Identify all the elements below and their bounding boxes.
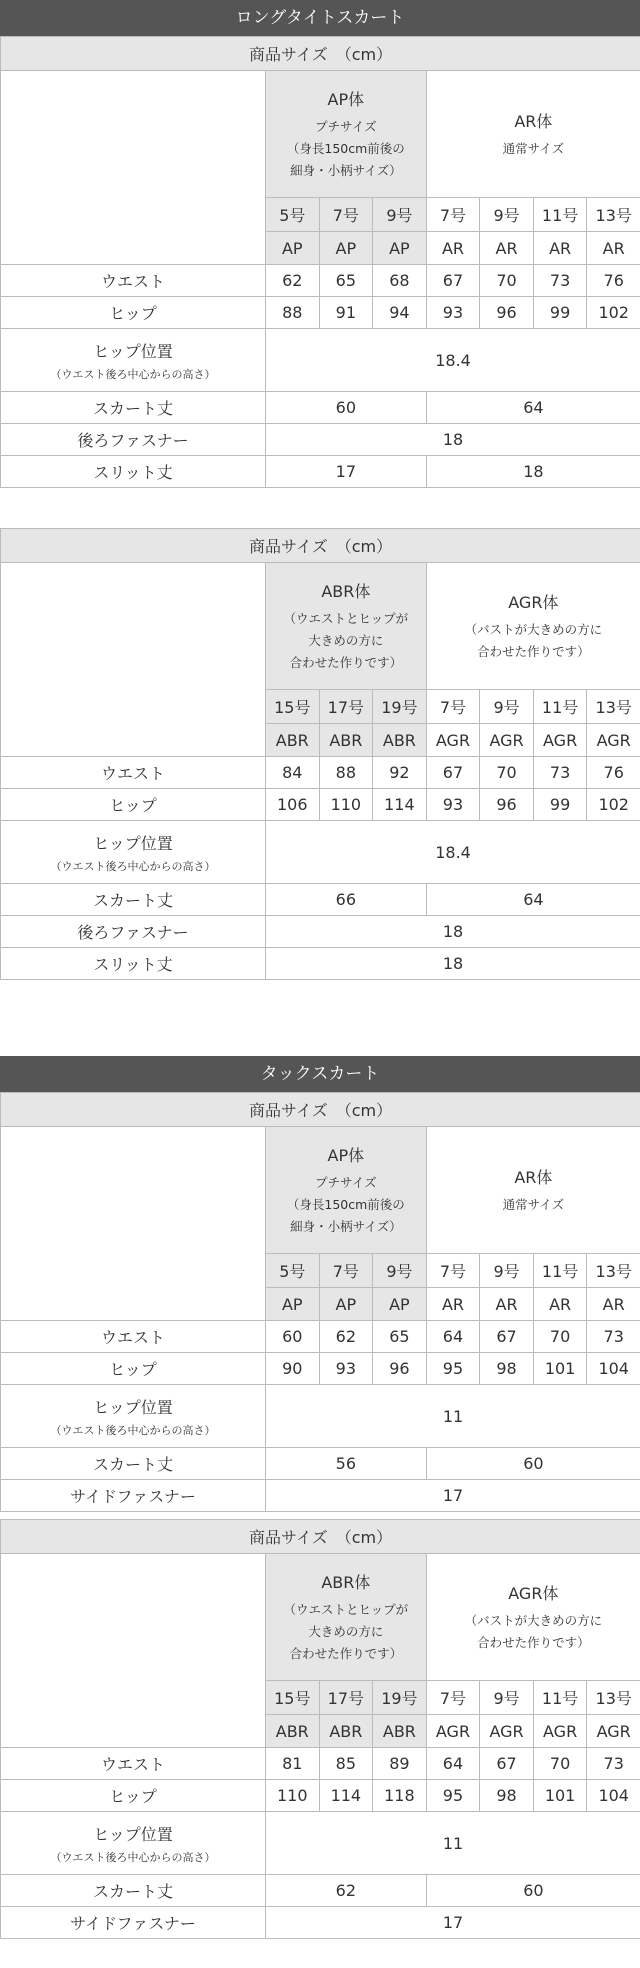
slit-value: 18 bbox=[266, 948, 640, 980]
size-number: 11号 bbox=[533, 1681, 587, 1715]
size-table bbox=[0, 1519, 640, 1939]
body-type-b-name: AR体 bbox=[514, 111, 553, 131]
hip-row bbox=[1, 297, 640, 329]
hip-value: 110 bbox=[266, 1780, 320, 1812]
body-type-row bbox=[1, 1127, 640, 1254]
size-header: 商品サイズ （cm） bbox=[1, 37, 640, 71]
hip-value: 101 bbox=[533, 1780, 587, 1812]
size-number: 7号 bbox=[426, 690, 480, 724]
body-type-a bbox=[266, 1127, 427, 1254]
body-type-a-name: ABR体 bbox=[321, 1572, 371, 1592]
size-type: AGR bbox=[587, 1715, 640, 1748]
body-type-a-desc: 細身・小柄サイズ） bbox=[290, 1218, 402, 1234]
skirt-length-value-a: 60 bbox=[266, 392, 427, 424]
size-number: 17号 bbox=[319, 690, 373, 724]
size-number: 9号 bbox=[480, 1254, 534, 1288]
size-type: AP bbox=[319, 232, 373, 265]
hip-value: 93 bbox=[319, 1353, 373, 1385]
size-number: 11号 bbox=[533, 690, 587, 724]
size-type: AR bbox=[533, 232, 587, 265]
size-table bbox=[0, 1092, 640, 1512]
slit-row bbox=[1, 456, 640, 488]
empty-corner-cell bbox=[1, 71, 266, 265]
skirt-length-row bbox=[1, 884, 640, 916]
skirt-length-value-b: 60 bbox=[426, 1875, 640, 1907]
hip-position-label-cell bbox=[1, 329, 266, 392]
product-title: ロングタイトスカート bbox=[0, 0, 640, 36]
waist-value: 62 bbox=[266, 265, 320, 297]
waist-row bbox=[1, 757, 640, 789]
hip-position-row bbox=[1, 1385, 640, 1448]
size-type: ABR bbox=[373, 724, 427, 757]
hip-value: 99 bbox=[533, 789, 587, 821]
body-type-b-desc: 通常サイズ bbox=[502, 140, 565, 156]
hip-row bbox=[1, 1780, 640, 1812]
waist-value: 89 bbox=[373, 1748, 427, 1780]
waist-value: 64 bbox=[426, 1321, 480, 1353]
size-number: 9号 bbox=[373, 1254, 427, 1288]
hip-position-note: （ウエスト後ろ中心からの高さ） bbox=[50, 859, 216, 873]
waist-row bbox=[1, 265, 640, 297]
waist-value: 62 bbox=[319, 1321, 373, 1353]
size-type: AR bbox=[426, 232, 480, 265]
waist-label: ウエスト bbox=[1, 757, 266, 789]
body-type-b-desc: 合わせた作りです） bbox=[477, 1634, 590, 1650]
size-type: ABR bbox=[319, 724, 373, 757]
body-type-b-name: AGR体 bbox=[508, 592, 559, 612]
size-type: ABR bbox=[373, 1715, 427, 1748]
size-type: ABR bbox=[319, 1715, 373, 1748]
size-number: 7号 bbox=[426, 198, 480, 232]
size-type: AR bbox=[426, 1288, 480, 1321]
waist-label: ウエスト bbox=[1, 1321, 266, 1353]
size-type: AP bbox=[266, 232, 320, 265]
waist-value: 65 bbox=[373, 1321, 427, 1353]
waist-value: 73 bbox=[533, 757, 587, 789]
size-header-row bbox=[1, 1093, 640, 1127]
body-type-a-desc: 合わせた作りです） bbox=[289, 654, 403, 670]
body-type-a-desc: （身長150cm前後の bbox=[286, 1196, 405, 1212]
slit-value-b: 18 bbox=[426, 456, 640, 488]
size-type: AR bbox=[587, 232, 640, 265]
hip-position-row bbox=[1, 821, 640, 884]
skirt-length-label: スカート丈 bbox=[1, 884, 266, 916]
hip-value: 93 bbox=[426, 297, 480, 329]
hip-position-label-cell bbox=[1, 1385, 266, 1448]
body-type-a-name: ABR体 bbox=[321, 581, 371, 601]
zipper-label: 後ろファスナー bbox=[1, 916, 266, 948]
size-number: 13号 bbox=[587, 1681, 640, 1715]
hip-label: ヒップ bbox=[1, 297, 266, 329]
waist-value: 68 bbox=[373, 265, 427, 297]
size-number: 13号 bbox=[587, 1254, 640, 1288]
body-type-b bbox=[426, 563, 640, 690]
hip-value: 95 bbox=[426, 1353, 480, 1385]
body-type-row bbox=[1, 71, 640, 198]
waist-label: ウエスト bbox=[1, 1748, 266, 1780]
zipper-value: 17 bbox=[266, 1480, 640, 1512]
size-type: AGR bbox=[587, 724, 640, 757]
hip-value: 102 bbox=[587, 297, 640, 329]
zipper-label: サイドファスナー bbox=[1, 1480, 266, 1512]
skirt-length-value-b: 60 bbox=[426, 1448, 640, 1480]
body-type-a-desc: プチサイズ bbox=[315, 118, 377, 134]
waist-value: 73 bbox=[587, 1321, 640, 1353]
skirt-length-value-a: 62 bbox=[266, 1875, 427, 1907]
zipper-row bbox=[1, 1480, 640, 1512]
waist-value: 70 bbox=[533, 1748, 587, 1780]
hip-label: ヒップ bbox=[1, 1780, 266, 1812]
waist-row bbox=[1, 1321, 640, 1353]
size-number: 15号 bbox=[266, 1681, 320, 1715]
skirt-length-value-a: 56 bbox=[266, 1448, 427, 1480]
body-type-b bbox=[426, 1554, 640, 1681]
size-header: 商品サイズ （cm） bbox=[1, 1520, 640, 1554]
hip-value: 101 bbox=[533, 1353, 587, 1385]
empty-corner-cell bbox=[1, 563, 266, 757]
size-number: 9号 bbox=[480, 690, 534, 724]
body-type-a-desc: （ウエストとヒップが bbox=[283, 1601, 409, 1617]
waist-value: 67 bbox=[480, 1748, 534, 1780]
size-table-block bbox=[0, 1056, 640, 1506]
zipper-row bbox=[1, 424, 640, 456]
size-header: 商品サイズ （cm） bbox=[1, 529, 640, 563]
size-type: AGR bbox=[533, 724, 587, 757]
size-number: 5号 bbox=[266, 1254, 320, 1288]
zipper-value: 17 bbox=[266, 1907, 640, 1939]
size-table bbox=[0, 528, 640, 980]
hip-position-label: ヒップ位置 bbox=[93, 1824, 173, 1844]
slit-row bbox=[1, 948, 640, 980]
zipper-value: 18 bbox=[266, 424, 640, 456]
hip-value: 90 bbox=[266, 1353, 320, 1385]
hip-value: 104 bbox=[587, 1353, 640, 1385]
skirt-length-label: スカート丈 bbox=[1, 1448, 266, 1480]
size-number: 19号 bbox=[373, 690, 427, 724]
size-number: 11号 bbox=[533, 198, 587, 232]
size-type: AR bbox=[480, 232, 534, 265]
hip-value: 96 bbox=[480, 297, 534, 329]
hip-position-value: 18.4 bbox=[266, 329, 640, 392]
waist-value: 67 bbox=[426, 757, 480, 789]
size-type: ABR bbox=[266, 1715, 320, 1748]
body-type-b-name: AR体 bbox=[514, 1167, 553, 1187]
body-type-a bbox=[266, 1554, 427, 1681]
waist-value: 76 bbox=[587, 757, 640, 789]
hip-label: ヒップ bbox=[1, 1353, 266, 1385]
hip-value: 93 bbox=[426, 789, 480, 821]
skirt-length-label: スカート丈 bbox=[1, 1875, 266, 1907]
skirt-length-value-b: 64 bbox=[426, 392, 640, 424]
waist-value: 85 bbox=[319, 1748, 373, 1780]
body-type-a-desc: （身長150cm前後の bbox=[286, 140, 405, 156]
zipper-label: サイドファスナー bbox=[1, 1907, 266, 1939]
hip-value: 99 bbox=[533, 297, 587, 329]
hip-value: 96 bbox=[480, 789, 534, 821]
size-number: 9号 bbox=[480, 1681, 534, 1715]
hip-value: 102 bbox=[587, 789, 640, 821]
waist-value: 64 bbox=[426, 1748, 480, 1780]
waist-value: 67 bbox=[426, 265, 480, 297]
body-type-b-desc: 通常サイズ bbox=[502, 1196, 565, 1212]
hip-value: 104 bbox=[587, 1780, 640, 1812]
waist-value: 70 bbox=[480, 757, 534, 789]
waist-value: 76 bbox=[587, 265, 640, 297]
size-table bbox=[0, 36, 640, 488]
hip-row bbox=[1, 789, 640, 821]
body-type-a-desc: プチサイズ bbox=[315, 1174, 377, 1190]
hip-row bbox=[1, 1353, 640, 1385]
size-type: ABR bbox=[266, 724, 320, 757]
hip-value: 88 bbox=[266, 297, 320, 329]
size-type: AP bbox=[373, 232, 427, 265]
size-type: AR bbox=[480, 1288, 534, 1321]
size-type: AGR bbox=[480, 724, 534, 757]
hip-position-value: 18.4 bbox=[266, 821, 640, 884]
body-type-a-desc: 大きめの方に bbox=[308, 632, 384, 648]
waist-value: 88 bbox=[319, 757, 373, 789]
size-type: AP bbox=[373, 1288, 427, 1321]
hip-position-label-cell bbox=[1, 821, 266, 884]
hip-position-note: （ウエスト後ろ中心からの高さ） bbox=[50, 1850, 216, 1864]
size-table-block bbox=[0, 1519, 640, 1947]
waist-value: 60 bbox=[266, 1321, 320, 1353]
waist-value: 73 bbox=[587, 1748, 640, 1780]
size-header-row bbox=[1, 1520, 640, 1554]
waist-value: 81 bbox=[266, 1748, 320, 1780]
hip-position-note: （ウエスト後ろ中心からの高さ） bbox=[50, 367, 216, 381]
size-number: 7号 bbox=[319, 198, 373, 232]
hip-position-label: ヒップ位置 bbox=[93, 341, 173, 361]
waist-value: 73 bbox=[533, 265, 587, 297]
hip-value: 98 bbox=[480, 1353, 534, 1385]
size-type: AGR bbox=[426, 1715, 480, 1748]
size-number: 7号 bbox=[426, 1254, 480, 1288]
skirt-length-label: スカート丈 bbox=[1, 392, 266, 424]
size-number: 17号 bbox=[319, 1681, 373, 1715]
zipper-row bbox=[1, 1907, 640, 1939]
body-type-b bbox=[426, 1127, 640, 1254]
size-number: 5号 bbox=[266, 198, 320, 232]
waist-value: 67 bbox=[480, 1321, 534, 1353]
hip-value: 118 bbox=[373, 1780, 427, 1812]
hip-value: 96 bbox=[373, 1353, 427, 1385]
body-type-row bbox=[1, 563, 640, 690]
size-number: 15号 bbox=[266, 690, 320, 724]
size-type: AGR bbox=[426, 724, 480, 757]
waist-value: 92 bbox=[373, 757, 427, 789]
slit-label: スリット丈 bbox=[1, 456, 266, 488]
waist-value: 70 bbox=[533, 1321, 587, 1353]
zipper-row bbox=[1, 916, 640, 948]
empty-corner-cell bbox=[1, 1554, 266, 1748]
skirt-length-value-b: 64 bbox=[426, 884, 640, 916]
body-type-b bbox=[426, 71, 640, 198]
size-table-block bbox=[0, 528, 640, 1021]
size-number: 13号 bbox=[587, 198, 640, 232]
size-number: 9号 bbox=[480, 198, 534, 232]
body-type-a-desc: 合わせた作りです） bbox=[289, 1645, 403, 1661]
size-type: AGR bbox=[480, 1715, 534, 1748]
waist-value: 70 bbox=[480, 265, 534, 297]
body-type-b-name: AGR体 bbox=[508, 1583, 559, 1603]
hip-value: 106 bbox=[266, 789, 320, 821]
size-number: 9号 bbox=[373, 198, 427, 232]
slit-value-a: 17 bbox=[266, 456, 427, 488]
waist-value: 65 bbox=[319, 265, 373, 297]
size-header-row bbox=[1, 529, 640, 563]
skirt-length-row bbox=[1, 392, 640, 424]
size-type: AR bbox=[587, 1288, 640, 1321]
hip-value: 114 bbox=[319, 1780, 373, 1812]
body-type-a-desc: （ウエストとヒップが bbox=[283, 610, 409, 626]
hip-value: 91 bbox=[319, 297, 373, 329]
body-type-a-desc: 大きめの方に bbox=[308, 1623, 384, 1639]
body-type-row bbox=[1, 1554, 640, 1681]
hip-position-label: ヒップ位置 bbox=[93, 1397, 173, 1417]
size-number: 7号 bbox=[426, 1681, 480, 1715]
size-table-block bbox=[0, 0, 640, 493]
size-header-row bbox=[1, 37, 640, 71]
size-header: 商品サイズ （cm） bbox=[1, 1093, 640, 1127]
hip-value: 110 bbox=[319, 789, 373, 821]
size-number: 11号 bbox=[533, 1254, 587, 1288]
waist-row bbox=[1, 1748, 640, 1780]
product-title: タックスカート bbox=[0, 1056, 640, 1092]
size-number: 7号 bbox=[319, 1254, 373, 1288]
size-type: AP bbox=[266, 1288, 320, 1321]
zipper-label: 後ろファスナー bbox=[1, 424, 266, 456]
size-type: AP bbox=[319, 1288, 373, 1321]
empty-corner-cell bbox=[1, 1127, 266, 1321]
body-type-a bbox=[266, 71, 427, 198]
waist-value: 84 bbox=[266, 757, 320, 789]
hip-label: ヒップ bbox=[1, 789, 266, 821]
body-type-a-name: AP体 bbox=[327, 1145, 365, 1165]
hip-position-note: （ウエスト後ろ中心からの高さ） bbox=[50, 1423, 216, 1437]
size-number: 13号 bbox=[587, 690, 640, 724]
hip-position-value: 11 bbox=[266, 1385, 640, 1448]
body-type-a-desc: 細身・小柄サイズ） bbox=[290, 162, 402, 178]
skirt-length-value-a: 66 bbox=[266, 884, 427, 916]
size-type: AGR bbox=[533, 1715, 587, 1748]
hip-position-value: 11 bbox=[266, 1812, 640, 1875]
hip-position-row bbox=[1, 329, 640, 392]
body-type-a bbox=[266, 563, 427, 690]
body-type-b-desc: 合わせた作りです） bbox=[477, 643, 590, 659]
hip-value: 98 bbox=[480, 1780, 534, 1812]
hip-value: 95 bbox=[426, 1780, 480, 1812]
hip-position-label: ヒップ位置 bbox=[93, 833, 173, 853]
skirt-length-row bbox=[1, 1448, 640, 1480]
slit-label: スリット丈 bbox=[1, 948, 266, 980]
zipper-value: 18 bbox=[266, 916, 640, 948]
waist-label: ウエスト bbox=[1, 265, 266, 297]
hip-value: 114 bbox=[373, 789, 427, 821]
hip-position-label-cell bbox=[1, 1812, 266, 1875]
skirt-length-row bbox=[1, 1875, 640, 1907]
size-type: AR bbox=[533, 1288, 587, 1321]
hip-value: 94 bbox=[373, 297, 427, 329]
body-type-b-desc: （バストが大きめの方に bbox=[464, 1612, 603, 1628]
hip-position-row bbox=[1, 1812, 640, 1875]
body-type-b-desc: （バストが大きめの方に bbox=[464, 621, 603, 637]
body-type-a-name: AP体 bbox=[327, 89, 365, 109]
size-number: 19号 bbox=[373, 1681, 427, 1715]
